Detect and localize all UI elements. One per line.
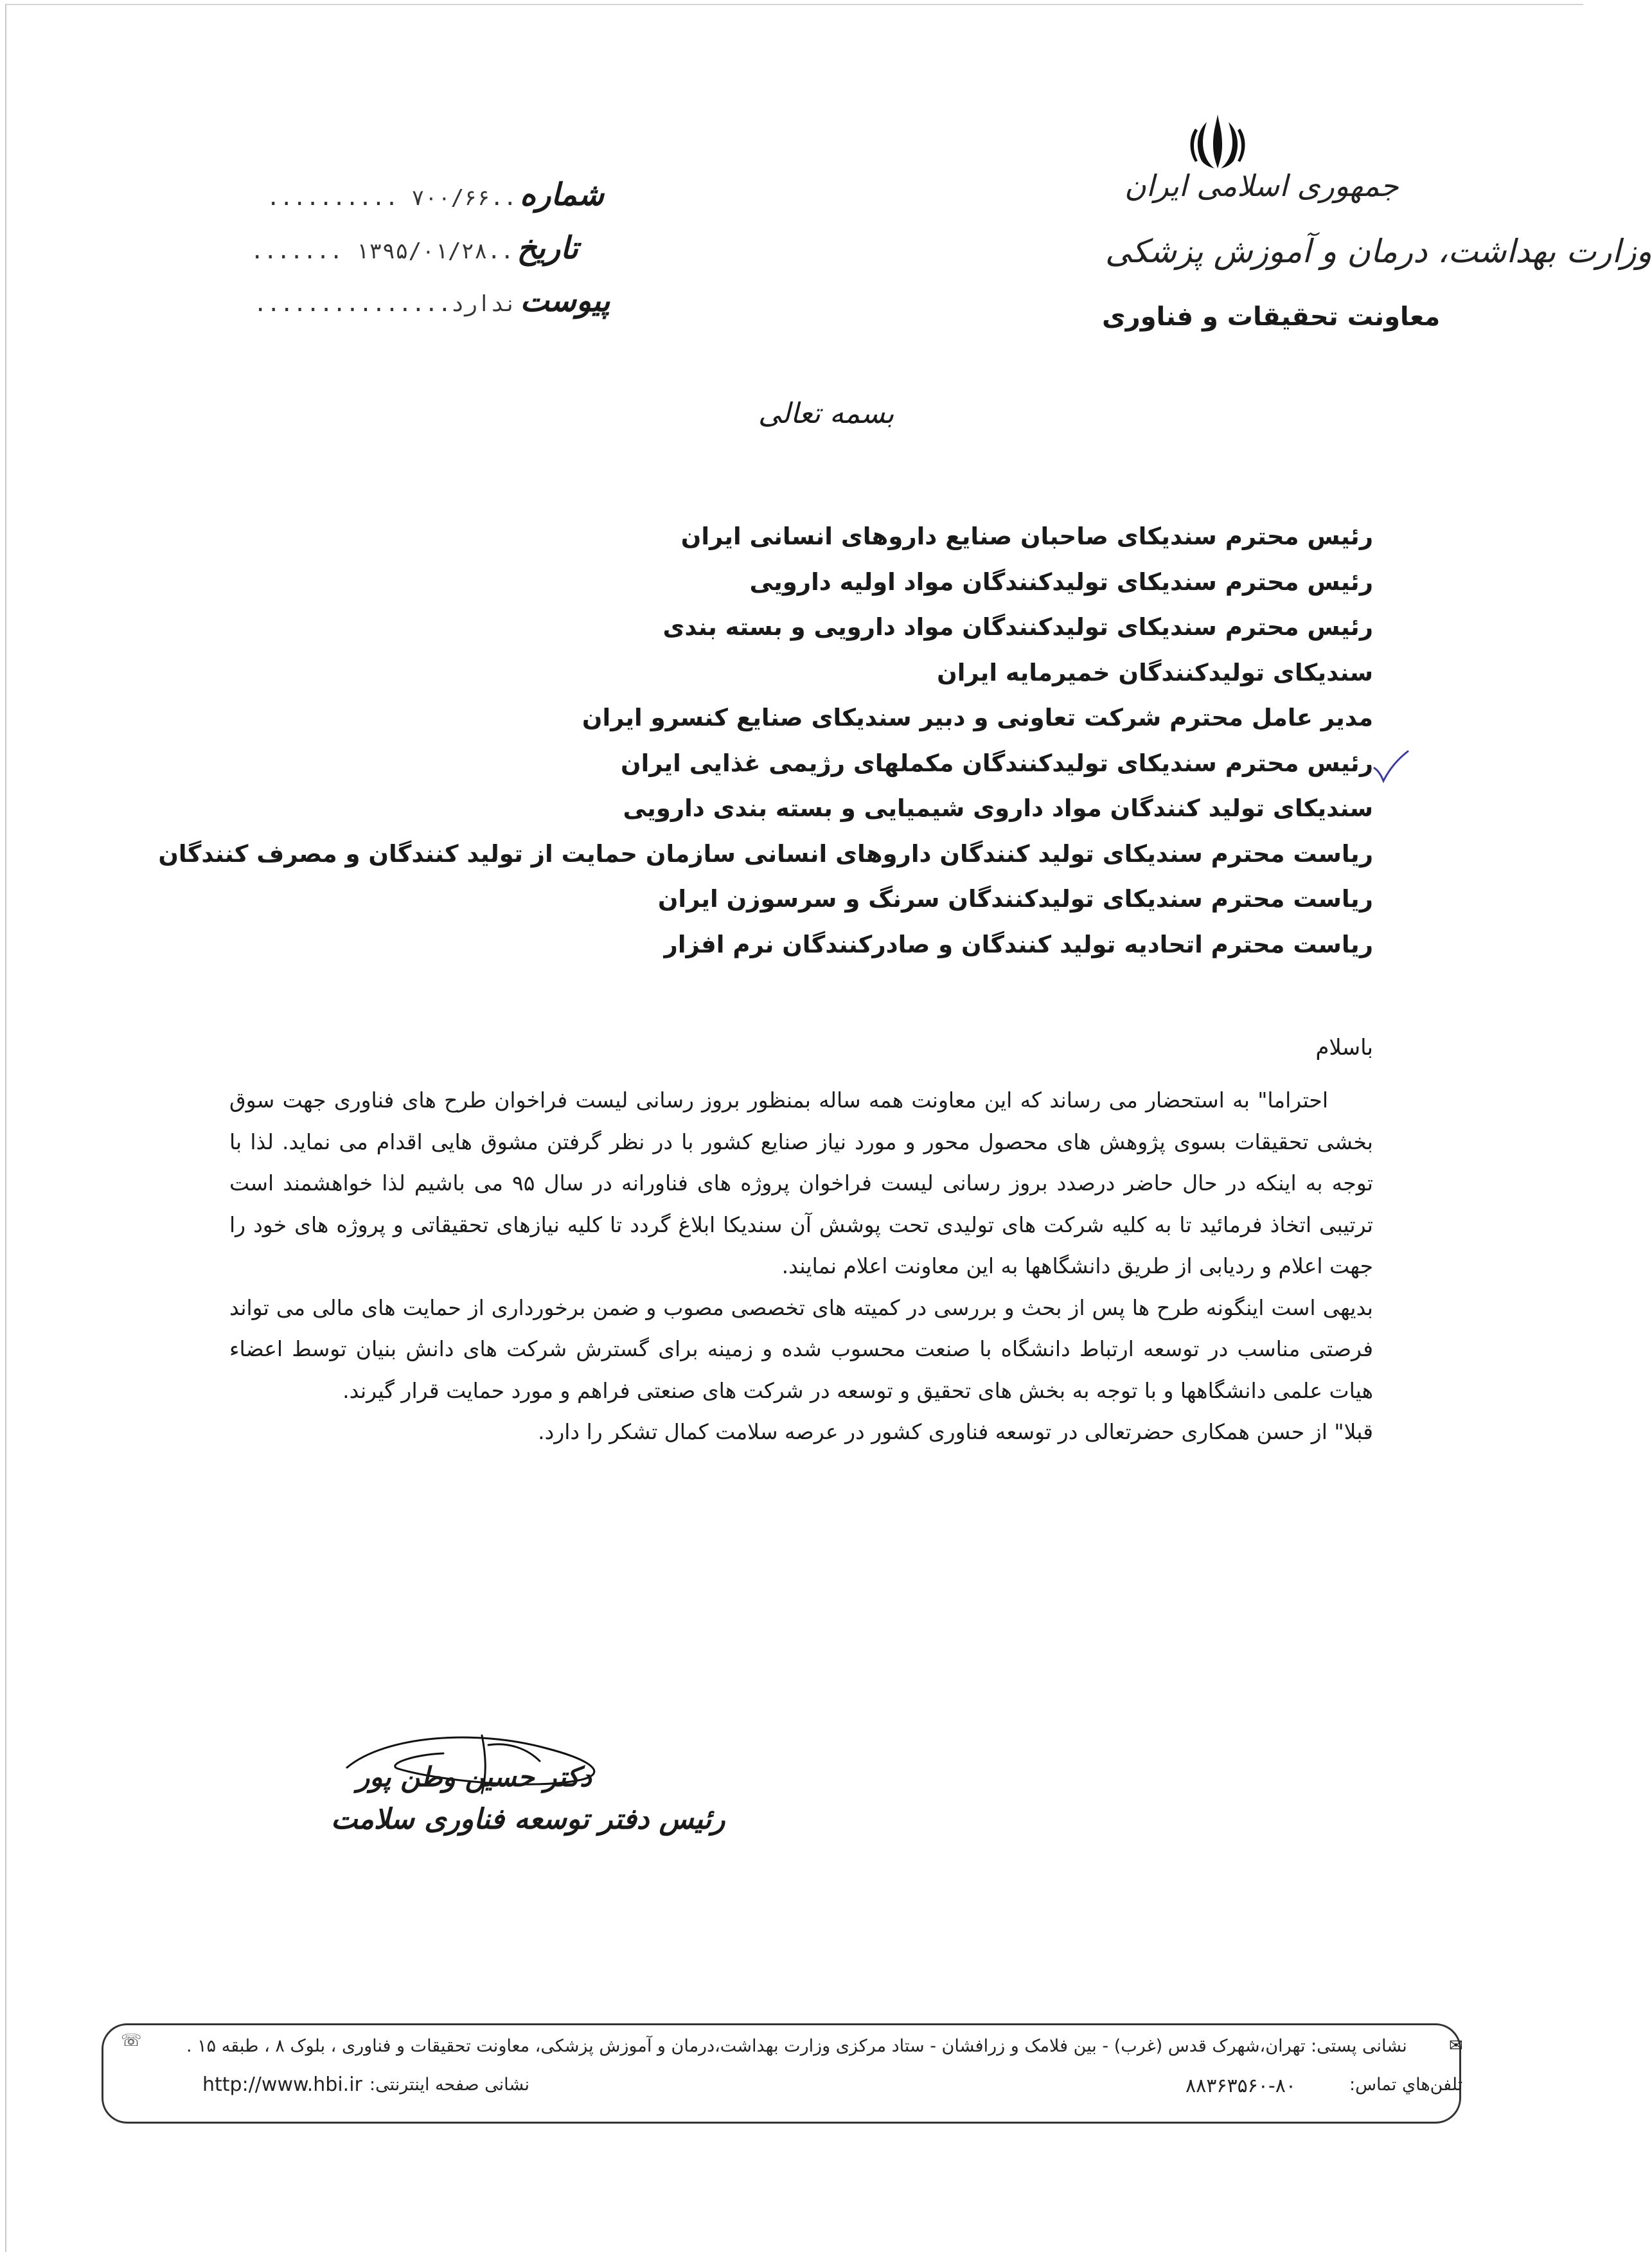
letter-body: [229, 1080, 1373, 1453]
addressee-item: ریاست محترم اتحادیه تولید کنندگان و صادرکنندگان نرم افزار: [664, 930, 1373, 958]
emblem-icon: [1182, 109, 1253, 174]
checkmark-icon: [1372, 749, 1410, 787]
ministry-name-line: وزارت بهداشت، درمان و آموزش پزشکی: [1105, 233, 1652, 270]
addressee-item: رئیس محترم سندیکای صاحبان صنایع داروهای انسانی ایران: [680, 523, 1373, 550]
bismillah-heading: بسمه تعالی: [758, 397, 894, 430]
addressee-item: مدیر عامل محترم شرکت تعاونی و دبیر سندیکای صنایع کنسرو ایران: [582, 704, 1373, 731]
letter-number-row: [267, 177, 604, 213]
addressee-item: رئیس محترم سندیکای تولیدکنندگان مواد اولیه دارویی: [749, 568, 1373, 596]
addressee-item: سندیکای تولیدکنندگان خمیرمایه ایران: [937, 658, 1373, 686]
addressee-item: ریاست محترم سندیکای تولیدکنندگان سرنگ و سرسوزن ایران: [657, 885, 1373, 913]
attachment-label: پیوست: [520, 283, 610, 319]
letter-date-row: [251, 230, 578, 266]
footer-website-link[interactable]: http://www.hbi.ir: [202, 2073, 362, 2096]
footer-phone-label: تلفن‌هاي تماس:: [1349, 2075, 1463, 2095]
footer-address: نشانی پستی: تهران،شهرک قدس (غرب) - بین فلامک و زرافشان - ستاد مرکزی وزارت بهداشت،درمان و آموزش پزشکی، معاونت تحقیقات و فناوری ، بلوک ۸ ، طبقه ۱۵ .: [186, 2036, 1407, 2056]
footer-website-label: نشانی صفحه اینترنتی:: [369, 2075, 529, 2095]
envelope-icon: ✉: [1449, 2036, 1463, 2055]
date-label: تاریخ: [517, 230, 579, 266]
signer-title: رئیس دفتر توسعه فناوری سلامت: [331, 1803, 725, 1836]
date-value: ..۱۳۹۵/۰۱/۲۸ .......: [251, 238, 514, 264]
attachment-value: ندارد...............: [254, 291, 517, 317]
phone-icon: ☏: [121, 2031, 142, 2050]
addressee-item: رئیس محترم سندیکای تولیدکنندگان مواد دارویی و بسته بندی: [662, 613, 1373, 641]
salutation: باسلام: [1315, 1035, 1373, 1061]
body-paragraph-1: احتراما" به استحضار می رساند که این معاونت همه ساله بمنظور بروز رسانی لیست فراخوان طرح های فناوری جهت سوق بخشی تحقیقات بسوی پژوهش های محصول محور و مورد نیاز صنایع کشور با در نظر گرفتن مشوق هایی اقدام می نماید. لذا با توجه به اینکه در حال حاضر درصدد بروز رسانی لیست فراخوان پروژه های فناورانه در سال ۹۵ می باشیم لذا خواهشمند است ترتیبی اتخاذ فرمائید تا به کلیه شرکت های تولیدی تحت پوشش آن سندیکا ابلاغ گردد تا کلیه نیازهای تحقیقاتی و پروژه های خود را جهت اعلام و ردیابی از طریق دانشگاهها به این معاونت اعلام نمایند.: [229, 1088, 1373, 1278]
number-value: ..۷۰۰/۶۶ ..........: [267, 185, 517, 211]
signer-name: دکتر حسین وطن پور: [357, 1761, 592, 1793]
letter-attachment-row: [254, 283, 610, 319]
addressee-item: ریاست محترم سندیکای تولید کنندگان داروهای انسانی سازمان حمایت از تولید کنندگان و مصرف کنندگان: [158, 839, 1373, 868]
addressee-list: [152, 514, 1373, 967]
addressee-item: سندیکای تولید کنندگان مواد داروی شیمیایی و بسته بندی دارویی: [623, 794, 1373, 822]
deputy-office-title: معاونت تحقیقات و فناوری: [1102, 302, 1441, 332]
body-paragraph-2: بدیهی است اینگونه طرح ها پس از بحث و بررسی در کمیته های تخصصی مصوب و ضمن برخورداری از حمایت های مالی می تواند فرصتی مناسب در توسعه ارتباط دانشگاه با صنعت محسوب شده و زمینه برای گسترش شرکت های دانش بنیان توسط اعضاء هیات علمی دانشگاهها و با توجه به بخش های تحقیق و توسعه در شرکت های صنعتی فراهم و مورد حمایت قرار گیرند.: [229, 1294, 1373, 1403]
ministry-country-line: جمهوری اسلامی ایران: [1124, 168, 1399, 203]
number-label: شماره: [520, 177, 604, 213]
footer-phone-number: ۸۸۳۶۳۵۶۰-۸۰: [1186, 2075, 1296, 2097]
addressee-item: رئیس محترم سندیکای تولیدکنندگان مکملهای رژیمی غذایی ایران: [620, 749, 1373, 777]
body-paragraph-3: قبلا" از حسن همکاری حضرتعالی در توسعه فناوری کشور در عرصه سلامت کمال تشکر را دارد.: [538, 1419, 1373, 1444]
